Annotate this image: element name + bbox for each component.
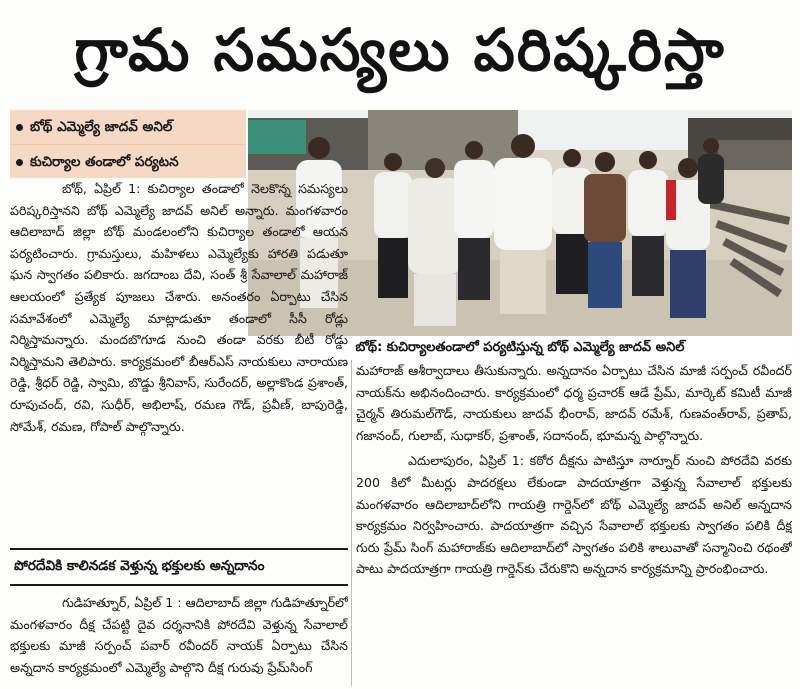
bullet-icon xyxy=(16,159,23,166)
photo-caption: బోథ్: కుచిర్యాలతండాలో పర్యటిస్తున్న బోథ్ ఎమ్మెల్యే జాదవ్ అనిల్ xyxy=(248,336,792,360)
story-2-text-left: గుడిహత్నూర్, ఏప్రిల్ 1 : ఆదిలాబాద్ జిల్లా గుడిహత్నూర్‌లో మంగళవారం దీక్ష చేపట్టి దైవ దర్శనానికి పోరదేవి వెళ్తున్న సేవాలాల్ భక్తులకు మాజీ సర్పంచ్ పవార్ రవీందర్ నాయక్ ఏర్పాటు చేసిన అన్నదాన కార్యక్రమంలో ఎమ్మెల్యే పాల్గొని దీక్ష గురువు ప్రేమ్‌సింగ్ xyxy=(10,595,348,675)
column-divider xyxy=(351,360,352,686)
highlight-text: బోథ్ ఎమ్మెల్యే జాదవ్ అనిల్ xyxy=(30,119,173,135)
story-2-text-right-2: ఎదులాపురం, ఏప్రిల్ 1: కఠోర దీక్షను పాటిస్తూ నార్నూర్ నుంచి పోరదేవి వరకు 200 కిలో మీటర్లు పాదరక్షలు లేకుండా పాదయాత్రగా వెళ్తున్న సేవాలాల్ భక్తులకు మంగళవారం ఆదిలాబాద్‌లోని గాయత్రి గార్డెన్‌లో బోథ్ ఎమ్మెల్యే జాదవ్ అనిల్ అన్నదాన కార్యక్రమం నిర్వహించారు. పాదయాత్రగా వచ్చిన సేవాలాల్ భక్తులకు స్వాగతం పలికి దీక్ష గురు ప్రేమ్ సింగ్ మహారాజ్‌కు ఆదిలాబాద్‌లో స్వాగతం పలికి శాలువాతో సన్మానించి రథంతో పాటు పాదయాత్రగా గాయత్రి గార్డెన్‌కు చేరుకొని అన్నదాన కార్యక్రమాన్ని ప్రారంభించారు. xyxy=(356,453,792,577)
headline: గ్రామ సమస్యలు పరిష్కరిస్తా xyxy=(74,16,726,84)
story-1-body xyxy=(10,178,348,544)
highlight-item xyxy=(10,144,246,179)
highlights-box xyxy=(10,110,246,178)
story-2-text-right-1: మహారాజ్ ఆశీర్వాదాలు తీసుకున్నారు. అన్నదానం ఏర్పాటు చేసిన మాజీ సర్పంచ్ రవీందర్ నాయక్‌ను అభినందించారు. కార్యక్రమంలో ధర్మ ప్రచారక్ ఆడే ప్రేమ్, మార్కెట్ కమిటీ మాజీ చైర్మన్ తిరుమల్‌గౌడ్, నాయకులు జాదవ్ భీంరావ్, జాదవ్ రమేశ్, గుణవంత్‌రావ్, ప్రతాప్, గజానంద్, గులాబ్, సుధాకర్, ప్రశాంత్, సదానంద్, భూమన్న పాల్గొన్నారు. xyxy=(356,363,792,443)
story-2-body-left xyxy=(10,592,348,686)
story-1-text: బోథ్, ఏప్రిల్ 1: కుచిర్యాల తండాలో నెలకొన్న సమస్యలు పరిష్కరిస్తానని బోథ్ ఎమ్మెల్యే జాదవ్ అనిల్ అన్నారు. మంగళవారం ఆదిలాబాద్ జిల్లా బోథ్ మండలంలోని కుచిర్యాల తండాలో ఆయన పర్యటించారు. గ్రామస్తులు, మహిళలు ఎమ్మెల్యేకు హారతి పడుతూ ఘన స్వాగతం పలికారు. జగదాంబ దేవి, సంత్ శ్రీ సేవాలాల్ మహారాజ్ ఆలయంలో ప్రత్యేక పూజలు చేశారు. అనంతరం ఏర్పాటు చేసిన సమావేశంలో ఎమ్మెల్యే మాట్లాడుతూ తండాలో సీసీ రోడ్లు నిర్మిస్తామన్నారు. మందబొగూడ నుంచి తండా వరకు బీటీ రోడ్డు నిర్మిస్తామని తెలిపారు. కార్యక్రమంలో బీఆర్ఎస్ నాయకులు నారాయణ రెడ్డి, శ్రీధర్ రెడ్డి, స్వామి, బొడ్డు శ్రీనివాస్, సురేందర్, అల్లాకొండ ప్రశాంత్, రూపుచంద్, రవి, సుధీర్, అభిలాష్, రమణ గౌడ్, ప్రవీణ్, బాపురెడ్డి, సోమేశ్, రమణ, గోపాల్ పాల్గొన్నారు. xyxy=(10,181,348,434)
story-2-headline: పోరదేవికి కాలినడక వెళ్తున్న భక్తులకు అన్నదానం xyxy=(10,548,348,586)
bullet-icon xyxy=(16,124,23,131)
highlight-item xyxy=(10,110,246,144)
story-2-body-right xyxy=(356,360,792,686)
highlight-text: కుచిర్యాల తండాలో పర్యటన xyxy=(30,154,179,170)
